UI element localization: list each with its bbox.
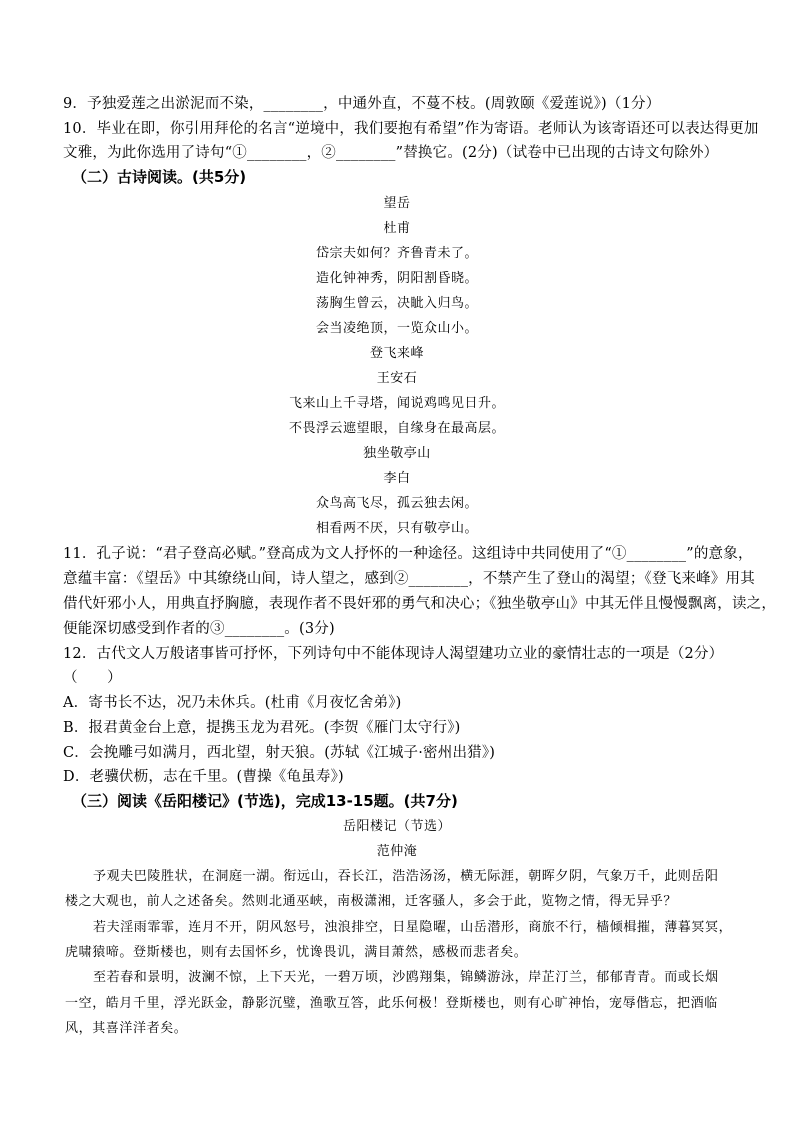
option-c: C．会挽雕弓如满月，西北望，射天狼。(苏轼《江城子·密州出猎》) — [63, 745, 496, 761]
poem2-title: 登飞来峰 — [369, 346, 424, 361]
question-11-line1: 11．孔子说：“君子登高必赋。”登高成为文人抒怀的一种途径。这组诗中共同使用了“①________”的意象， — [63, 546, 753, 562]
poem1-line: 荡胸生曾云，决眦入归鸟。 — [315, 296, 478, 311]
poem1-line: 造化钟神秀，阴阳割昏晓。 — [315, 271, 478, 286]
question-12-stem: 12．古代文人万般诸事皆可抒怀，下列诗句中不能体现诗人渴望建功立业的豪情壮志的一项是（2分） — [63, 646, 724, 662]
poem1-line: 岱宗夫如何？齐鲁青未了。 — [315, 246, 478, 261]
poem1-line: 会当凌绝顶，一览众山小。 — [315, 321, 478, 336]
poem3-line: 相看两不厌，只有敬亭山。 — [315, 521, 478, 536]
essay-p1-line: 楼之大观也，前人之述备矣。然则北通巫峡，南极潇湘，迁客骚人，多会于此，览物之情，得无异乎？ — [65, 894, 678, 909]
essay-p2-line: 若夫淫雨霏霏，连月不开，阴风怒号，浊浪排空，日星隐曜，山岳潜形，商旅不行，樯倾楫摧，薄暮冥冥， — [93, 920, 733, 935]
poem2-line: 不畏浮云遮望眼，自缘身在最高层。 — [288, 421, 505, 436]
option-a: A．寄书长不达，况乃未休兵。(杜甫《月夜忆舍弟》) — [63, 695, 402, 711]
essay-p1-line: 予观夫巴陵胜状，在洞庭一湖。衔远山，吞长江，浩浩汤汤，横无际涯，朝晖夕阴，气象万千，此则岳阳 — [93, 869, 719, 884]
essay-p3-line: 至若春和景明，波澜不惊，上下天光，一碧万顷，沙鸥翔集，锦鳞游泳，岸芷汀兰，郁郁青青。而或长烟 — [93, 970, 719, 985]
essay-author: 范仲淹 — [376, 844, 418, 859]
poem1-author: 杜甫 — [383, 221, 411, 236]
poem3-title: 独坐敬亭山 — [363, 446, 431, 461]
essay-p2-line: 虎啸猿啼。登斯楼也，则有去国怀乡，忧谗畏讥，满目萧然，感极而悲者矣。 — [65, 945, 528, 960]
essay-title: 岳阳楼记（节选） — [342, 819, 451, 834]
section-2-heading: （二）古诗阅读。(共5分) — [72, 168, 247, 186]
question-10-line2: 文雅，为此你选用了诗句“①________，②________”替换它。(2分)（试卷中已出现的古诗文句除外） — [63, 145, 719, 161]
question-11-line2: 意蕴丰富：《望岳》中其缭绕山间，诗人望之，感到②________，不禁产生了登山的渴望；《登飞来峰》用其 — [63, 571, 755, 587]
question-9: 9．予独爱莲之出淤泥而不染，________，中通外直，不蔓不枝。(周敦颐《爱莲说》)（1分） — [63, 96, 661, 112]
poem3-author: 李白 — [383, 471, 411, 486]
question-11-line4: 便能深切感受到作者的③________。(3分) — [63, 621, 335, 637]
essay-p3-line: 风，其喜洋洋者矣。 — [65, 1021, 188, 1036]
answer-blank: （ ） — [63, 670, 122, 686]
poem1-title: 望岳 — [383, 196, 411, 211]
poem2-author: 王安石 — [376, 371, 418, 386]
essay-p3-line: 一空，皓月千里，浮光跃金，静影沉璧，渔歌互答，此乐何极！登斯楼也，则有心旷神怡，宠辱偕忘，把酒临 — [65, 996, 718, 1011]
poem2-line: 飞来山上千寻塔，闻说鸡鸣见日升。 — [288, 396, 505, 411]
question-10-line1: 10．毕业在即，你引用拜伦的名言“逆境中，我们要抱有希望”作为寄语。老师认为该寄语还可以表达得更加 — [63, 121, 759, 137]
question-11-line3: 借代奸邪小人，用典直抒胸臆，表现作者不畏奸邪的勇气和决心；《独坐敬亭山》中其无伴且慢慢飘离，读之， — [63, 596, 777, 612]
option-b: B．报君黄金台上意，提携玉龙为君死。(李贺《雁门太守行》) — [63, 720, 461, 736]
poem3-line: 众鸟高飞尽，孤云独去闲。 — [315, 496, 478, 511]
section-3-heading: （三）阅读《岳阳楼记》(节选)，完成13-15题。(共7分) — [72, 792, 458, 810]
option-d: D．老骥伏枥，志在千里。(曹操《龟虽寿》) — [63, 769, 344, 785]
